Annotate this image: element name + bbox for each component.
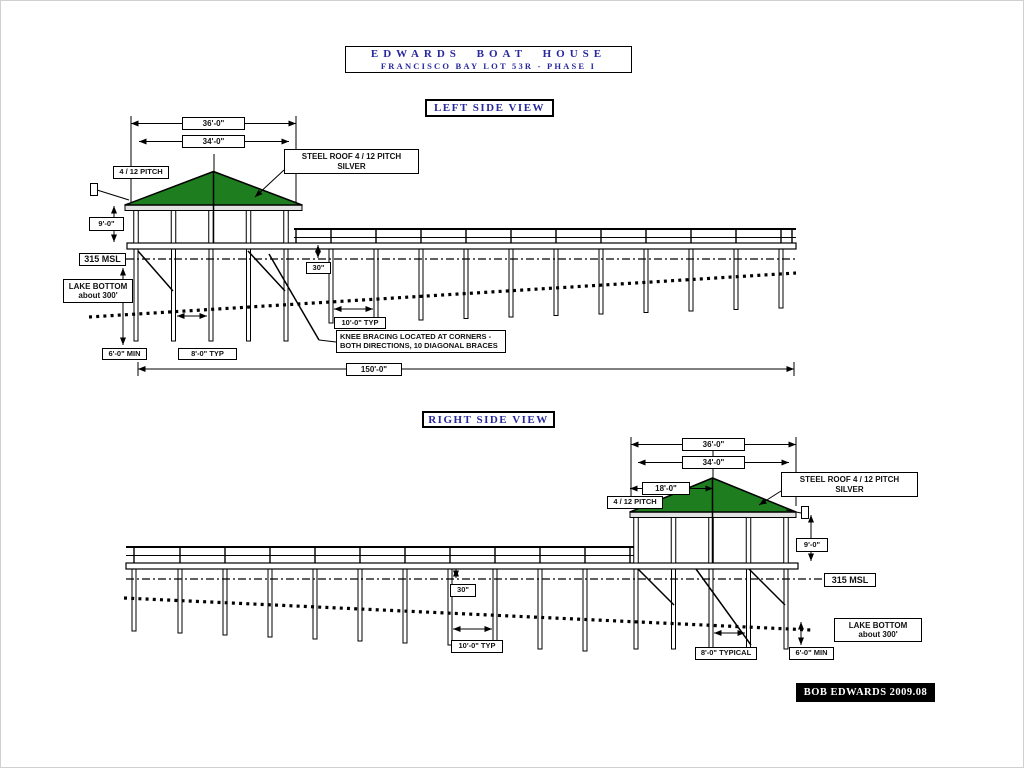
left-wall-height-label: 9'-0"	[89, 217, 124, 231]
right-roof-note-line1: STEEL ROOF 4 / 12 PITCH	[799, 475, 900, 485]
right-lake-bottom-note	[834, 618, 922, 642]
title-block	[345, 46, 632, 73]
right-roof-note	[781, 472, 918, 497]
left-embedment-label: 6'-0" MIN	[102, 348, 147, 360]
left-dim-outer-label: 36'-0"	[182, 117, 245, 130]
right-lake-bottom-line1: LAKE BOTTOM	[848, 620, 908, 630]
left-house-spacing-label: 8'-0" TYP	[178, 348, 237, 360]
drawing-subtitle: FRANCISCO BAY LOT 53R - PHASE I	[380, 61, 597, 71]
left-pitch-flag	[91, 184, 98, 196]
left-lake-bottom-line1: LAKE BOTTOM	[68, 281, 128, 291]
right-roof-note-line2: SILVER	[835, 484, 864, 494]
left-msl-label: 315 MSL	[79, 253, 126, 266]
left-knee-leader	[319, 340, 336, 342]
right-dim-inner-label: 34'-0"	[682, 456, 745, 469]
right-embedment-label: 6'-0" MIN	[789, 647, 834, 660]
left-roof-note-line2: SILVER	[337, 161, 366, 171]
left-deck	[127, 243, 796, 249]
right-deck	[126, 563, 798, 569]
left-knee-note-line1: KNEE BRACING LOCATED AT CORNERS -	[340, 331, 492, 341]
left-roof-note	[284, 149, 419, 174]
right-piles	[132, 569, 788, 651]
left-lake-bottom-line2: about 300'	[78, 291, 118, 300]
credit-block: BOB EDWARDS 2009.08	[796, 683, 935, 702]
right-lake-bottom-line2: about 300'	[858, 630, 898, 639]
left-house-columns	[134, 210, 289, 243]
right-dim-outer-label: 36'-0"	[682, 438, 745, 451]
drawing-title: EDWARDS BOAT HOUSE	[370, 48, 607, 60]
right-house-columns	[634, 518, 789, 564]
right-clearance-label: 30"	[450, 584, 476, 597]
left-dim-inner-label: 34'-0"	[182, 135, 245, 148]
left-clearance-label: 30"	[306, 262, 331, 274]
left-knee-braces	[138, 251, 319, 340]
right-pitch-label: 4 / 12 PITCH	[607, 496, 663, 509]
left-knee-note-line2: BOTH DIRECTIONS, 10 DIAGONAL BRACES	[340, 340, 498, 350]
left-view-heading: LEFT SIDE VIEW	[425, 99, 554, 117]
left-lake-bottom-note	[63, 279, 133, 303]
right-ridge-offset-label: 18'-0"	[642, 482, 690, 495]
right-msl-label: 315 MSL	[824, 573, 876, 587]
right-wall-height-label: 9'-0"	[796, 538, 828, 552]
left-knee-note	[336, 330, 506, 353]
right-pitch-flag	[802, 507, 809, 519]
left-pile-spacing-label: 10'-0" TYP	[334, 317, 386, 329]
right-pile-spacing-label: 10'-0" TYP	[451, 640, 503, 653]
left-roof-note-line1: STEEL ROOF 4 / 12 PITCH	[301, 152, 402, 162]
left-rail-posts	[296, 230, 792, 243]
right-view-heading: RIGHT SIDE VIEW	[422, 411, 555, 428]
left-pitch-label: 4 / 12 PITCH	[113, 166, 169, 179]
left-overall-length-label: 150'-0"	[346, 363, 402, 376]
right-house-spacing-label: 8'-0" TYPICAL	[695, 647, 757, 660]
right-view-linework	[124, 437, 822, 651]
